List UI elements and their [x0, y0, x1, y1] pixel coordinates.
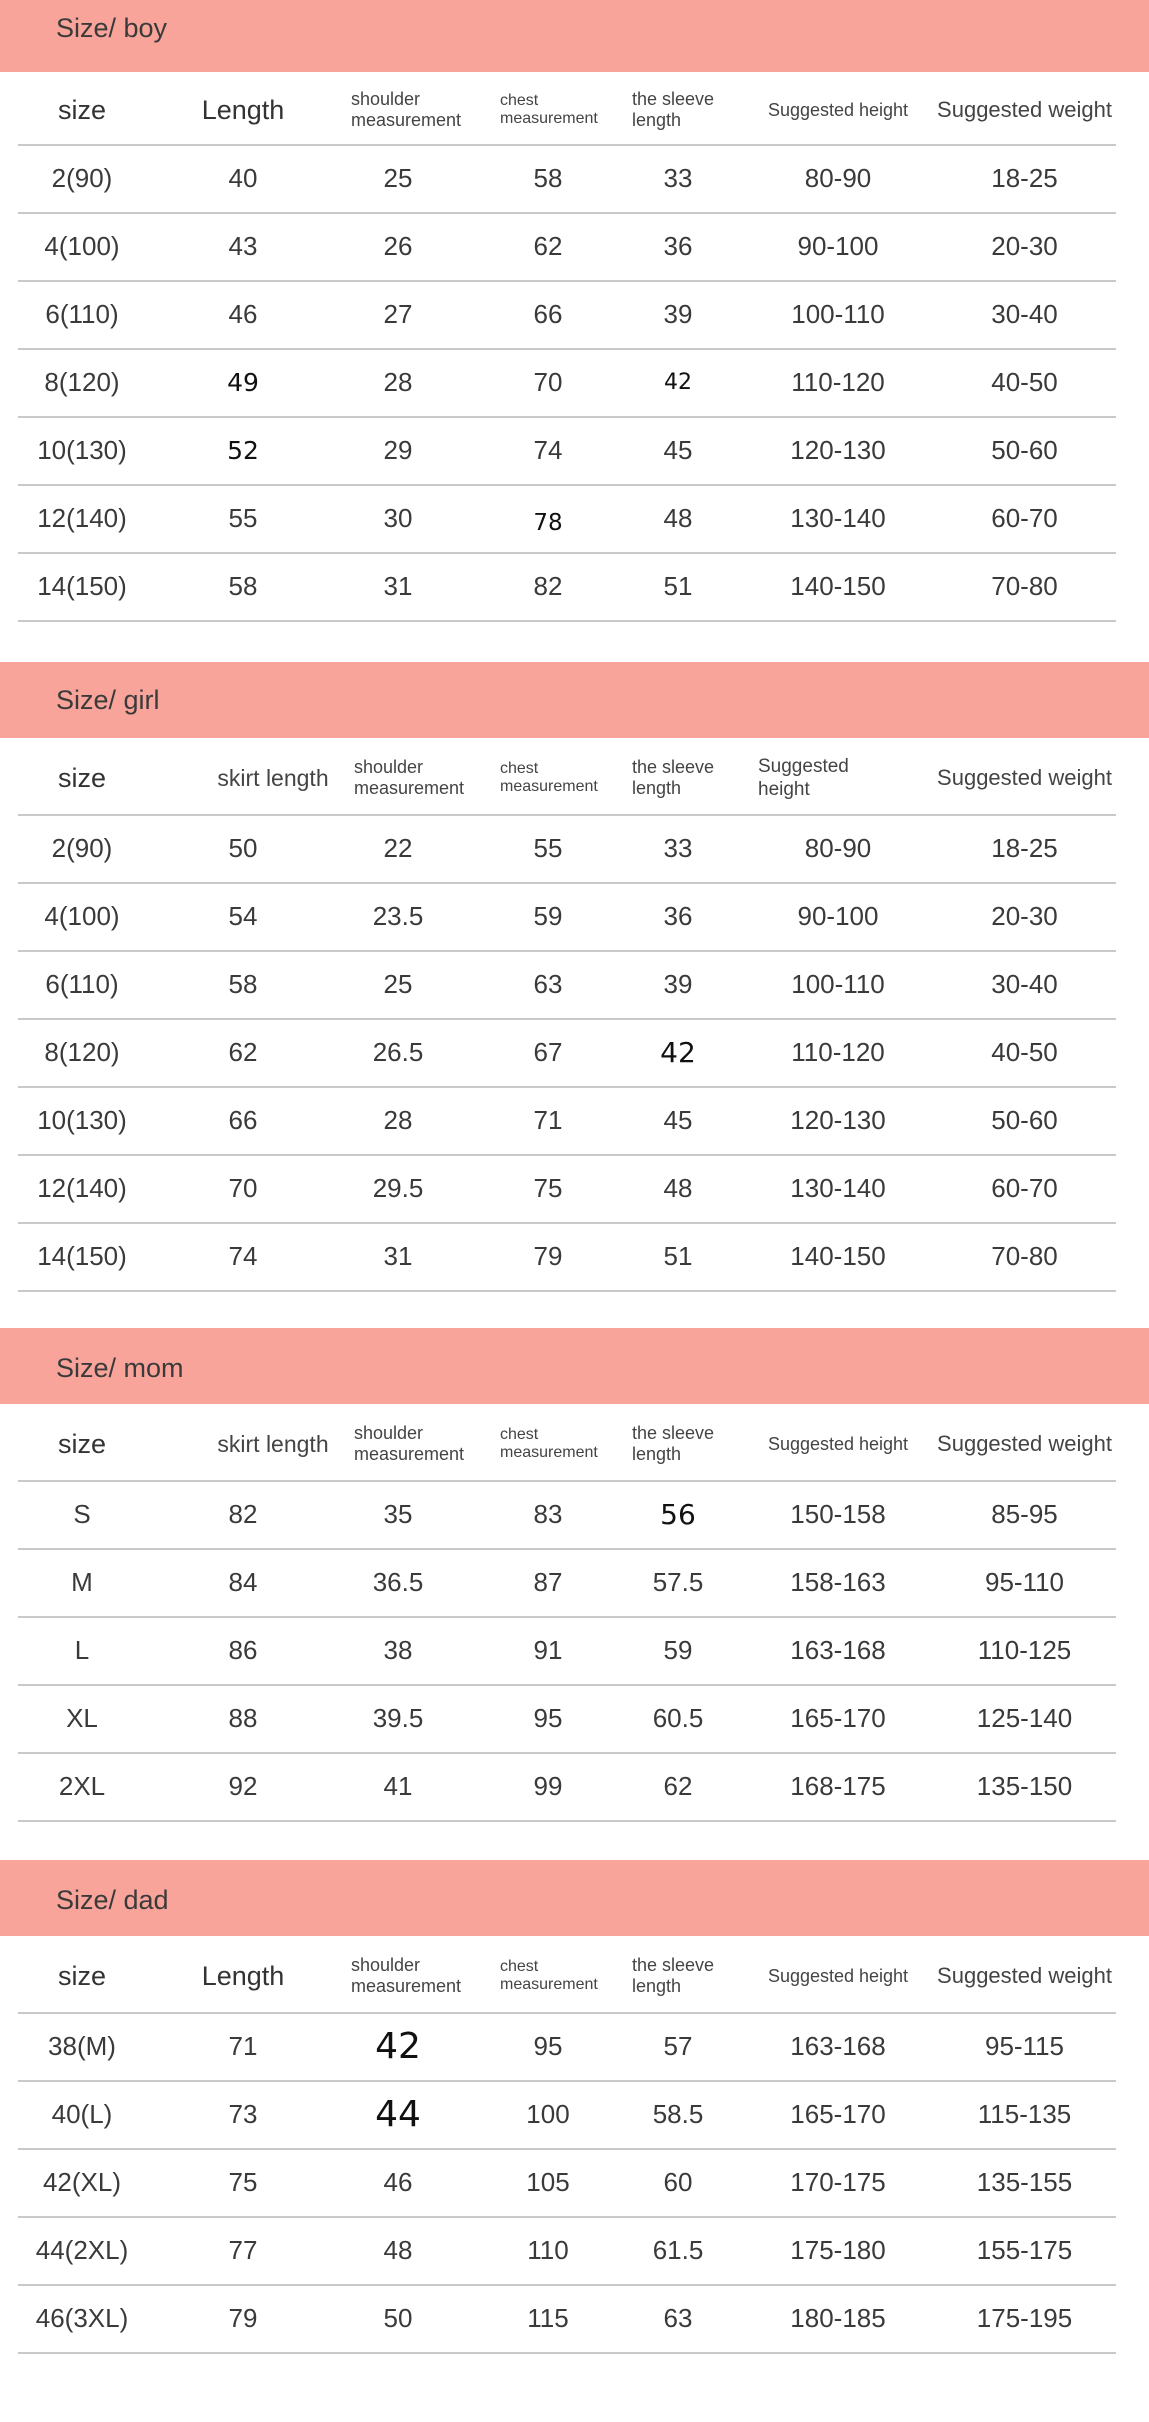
cell-length: 82: [228, 1498, 258, 1529]
table-row: [18, 1018, 1116, 1088]
cell-length: 75: [228, 2166, 258, 2197]
table-row: [18, 2080, 1116, 2150]
cell-chest: 75: [533, 1172, 563, 1203]
table-row: [18, 416, 1116, 486]
header-length: skirt length: [217, 764, 329, 791]
cell-shoulder: 28: [383, 1104, 413, 1135]
cell-weight: 70-80: [991, 570, 1058, 601]
cell-chest: 58: [533, 162, 563, 193]
cell-sleeve: 42: [660, 1035, 696, 1069]
cell-height: 80-90: [804, 832, 872, 863]
cell-sleeve: 48: [663, 502, 693, 533]
cell-size: 4(100): [44, 900, 120, 931]
cell-weight: 135-150: [976, 1770, 1073, 1801]
cell-shoulder: 39.5: [372, 1702, 424, 1733]
table-row: [18, 882, 1116, 952]
cell-height: 100-110: [791, 968, 885, 999]
cell-shoulder: 41: [383, 1770, 413, 1801]
cell-chest: 83: [533, 1498, 563, 1529]
table-row: [18, 552, 1116, 622]
cell-shoulder: 36.5: [372, 1566, 424, 1597]
cell-sleeve: 39: [663, 968, 693, 999]
cell-sleeve: 62: [663, 1770, 693, 1801]
cell-size: XL: [66, 1702, 98, 1733]
cell-sleeve: 57: [663, 2030, 693, 2061]
cell-height: 150-158: [790, 1498, 886, 1529]
cell-length: 58: [228, 570, 258, 601]
cell-sleeve: 36: [663, 230, 693, 261]
cell-weight: 20-30: [991, 230, 1058, 261]
cell-weight: 40-50: [991, 366, 1058, 397]
cell-size: M: [71, 1566, 93, 1597]
cell-chest: 91: [533, 1634, 563, 1665]
cell-shoulder: 38: [383, 1634, 413, 1665]
table-row: [18, 950, 1116, 1020]
cell-length: 55: [228, 502, 258, 533]
cell-shoulder: 28: [383, 366, 413, 397]
table-header-row: [18, 76, 1116, 146]
cell-size: 42(XL): [42, 2166, 122, 2197]
cell-height: 180-185: [790, 2302, 886, 2333]
cell-size: 14(150): [37, 570, 127, 601]
header-size: size: [57, 1960, 106, 1991]
cell-size: 44(2XL): [35, 2234, 129, 2265]
cell-length: 49: [227, 367, 259, 397]
cell-weight: 30-40: [991, 968, 1058, 999]
cell-chest: 62: [533, 230, 563, 261]
cell-height: 130-140: [790, 1172, 886, 1203]
cell-height: 80-90: [804, 162, 872, 193]
cell-chest: 95: [533, 1702, 563, 1733]
cell-length: 77: [228, 2234, 258, 2265]
cell-size: 14(150): [37, 1240, 127, 1271]
cell-height: 100-110: [791, 298, 885, 329]
cell-size: 8(120): [44, 366, 120, 397]
cell-length: 86: [228, 1634, 258, 1665]
cell-length: 46: [228, 298, 258, 329]
cell-height: 140-150: [790, 570, 886, 601]
header-shoulder: shoulder measurement: [351, 89, 462, 130]
table-header-row: [18, 1940, 1116, 2014]
cell-height: 120-130: [790, 434, 886, 465]
cell-height: 165-170: [790, 1702, 886, 1733]
header-sleeve: the sleeve length: [632, 89, 715, 130]
cell-weight: 50-60: [991, 1104, 1058, 1135]
cell-chest: 115: [527, 2302, 569, 2333]
header-height: Suggested height: [767, 99, 909, 120]
table-row: [18, 1548, 1116, 1618]
cell-size: 12(140): [37, 502, 127, 533]
cell-sleeve: 56: [660, 1497, 696, 1531]
cell-shoulder: 31: [383, 1240, 413, 1271]
cell-chest: 70: [533, 366, 563, 397]
table-row: [18, 1222, 1116, 1292]
section-title: Size/ girl: [56, 685, 160, 715]
cell-chest: 95: [533, 2030, 563, 2061]
cell-chest: 78: [533, 510, 563, 536]
cell-length: 92: [228, 1770, 258, 1801]
cell-length: 71: [228, 2030, 258, 2061]
cell-sleeve: 33: [663, 162, 693, 193]
cell-sleeve: 45: [663, 434, 693, 465]
cell-sleeve: 42: [664, 369, 692, 395]
cell-height: 158-163: [790, 1566, 886, 1597]
cell-chest: 110: [527, 2234, 569, 2265]
cell-weight: 110-125: [977, 1634, 1072, 1665]
cell-shoulder: 31: [383, 570, 413, 601]
cell-chest: 55: [533, 832, 563, 863]
cell-length: 73: [228, 2098, 258, 2129]
cell-weight: 30-40: [991, 298, 1058, 329]
section-title: Size/ boy: [56, 13, 168, 43]
cell-weight: 18-25: [991, 832, 1058, 863]
header-shoulder: shoulder measurement: [354, 1423, 465, 1464]
cell-shoulder: 25: [383, 968, 413, 999]
cell-length: 66: [228, 1104, 258, 1135]
cell-shoulder: 29.5: [372, 1172, 424, 1203]
cell-weight: 20-30: [991, 900, 1058, 931]
table-row: [18, 2284, 1116, 2354]
cell-shoulder: 25: [383, 162, 413, 193]
cell-weight: 50-60: [991, 434, 1058, 465]
cell-size: 8(120): [44, 1036, 120, 1067]
cell-size: 40(L): [51, 2098, 113, 2129]
cell-chest: 100: [526, 2098, 570, 2129]
table-row: [18, 348, 1116, 418]
cell-length: 79: [228, 2302, 258, 2333]
cell-height: 110-120: [791, 366, 885, 397]
cell-chest: 59: [533, 900, 563, 931]
header-size: size: [57, 1428, 106, 1459]
cell-shoulder: 44: [375, 2093, 421, 2135]
cell-sleeve: 58.5: [652, 2098, 704, 2129]
cell-sleeve: 59: [663, 1634, 693, 1665]
cell-sleeve: 51: [663, 570, 693, 601]
cell-height: 163-168: [790, 1634, 886, 1665]
header-size: size: [57, 762, 106, 793]
cell-weight: 95-115: [984, 2030, 1065, 2061]
cell-length: 43: [228, 230, 258, 261]
cell-size: 10(130): [37, 434, 127, 465]
cell-size: 12(140): [37, 1172, 127, 1203]
table-row: [18, 484, 1116, 554]
cell-weight: 155-175: [976, 2234, 1073, 2265]
cell-sleeve: 33: [663, 832, 693, 863]
cell-length: 58: [228, 968, 258, 999]
cell-sleeve: 51: [663, 1240, 693, 1271]
cell-chest: 66: [533, 298, 563, 329]
cell-weight: 60-70: [991, 502, 1058, 533]
header-weight: Suggested weight: [937, 765, 1112, 790]
cell-length: 70: [228, 1172, 258, 1203]
cell-length: 52: [227, 435, 259, 465]
cell-height: 130-140: [790, 502, 886, 533]
cell-length: 88: [228, 1702, 258, 1733]
cell-shoulder: 50: [383, 2302, 413, 2333]
cell-weight: 40-50: [991, 1036, 1058, 1067]
cell-sleeve: 45: [663, 1104, 693, 1135]
cell-height: 163-168: [790, 2030, 886, 2061]
cell-chest: 71: [533, 1104, 563, 1135]
cell-weight: 70-80: [991, 1240, 1058, 1271]
cell-length: 50: [228, 832, 258, 863]
cell-size: 10(130): [37, 1104, 127, 1135]
cell-height: 165-170: [790, 2098, 886, 2129]
cell-size: 2XL: [58, 1770, 106, 1801]
header-shoulder: shoulder measurement: [351, 1955, 462, 1996]
cell-height: 170-175: [790, 2166, 886, 2197]
header-shoulder: shoulder measurement: [354, 757, 465, 798]
section-banner: [0, 0, 1149, 72]
cell-length: 40: [228, 162, 258, 193]
cell-sleeve: 61.5: [652, 2234, 704, 2265]
cell-shoulder: 30: [383, 502, 413, 533]
cell-chest: 67: [533, 1036, 563, 1067]
header-height: Suggested height: [767, 1433, 909, 1454]
section-title: Size/ dad: [56, 1885, 169, 1915]
cell-shoulder: 46: [383, 2166, 413, 2197]
cell-length: 84: [228, 1566, 258, 1597]
section-title: Size/ mom: [56, 1353, 184, 1383]
cell-size: 38(M): [48, 2030, 116, 2061]
cell-chest: 74: [533, 434, 563, 465]
header-chest: chest measurement: [500, 1958, 598, 1993]
cell-size: L: [74, 1634, 90, 1665]
cell-height: 110-120: [791, 1036, 885, 1067]
cell-sleeve: 39: [663, 298, 693, 329]
cell-chest: 87: [533, 1566, 563, 1597]
cell-chest: 82: [533, 570, 563, 601]
cell-shoulder: 26.5: [372, 1036, 424, 1067]
cell-weight: 135-155: [976, 2166, 1073, 2197]
cell-height: 175-180: [790, 2234, 886, 2265]
cell-length: 54: [228, 900, 258, 931]
table-row: [18, 1752, 1116, 1822]
cell-chest: 79: [533, 1240, 563, 1271]
cell-size: S: [73, 1498, 91, 1529]
header-chest: chest measurement: [500, 92, 598, 127]
cell-height: 120-130: [790, 1104, 886, 1135]
cell-size: 6(110): [45, 968, 119, 999]
header-sleeve: the sleeve length: [632, 1955, 715, 1996]
header-sleeve: the sleeve length: [632, 1423, 715, 1464]
cell-length: 62: [228, 1036, 258, 1067]
cell-sleeve: 60: [663, 2166, 693, 2197]
header-size: size: [57, 94, 106, 125]
cell-weight: 60-70: [991, 1172, 1058, 1203]
cell-weight: 18-25: [991, 162, 1058, 193]
header-weight: Suggested weight: [937, 1963, 1112, 1988]
cell-shoulder: 27: [383, 298, 413, 329]
cell-shoulder: 26: [383, 230, 413, 261]
cell-shoulder: 29: [383, 434, 413, 465]
table-row: [18, 280, 1116, 350]
table-header-row: [18, 742, 1116, 816]
cell-shoulder: 48: [383, 2234, 413, 2265]
header-weight: Suggested weight: [937, 97, 1112, 122]
cell-sleeve: 60.5: [652, 1702, 704, 1733]
table-row: [18, 1616, 1116, 1686]
cell-size: 6(110): [45, 298, 119, 329]
table-row: [18, 814, 1116, 884]
section-banner: [0, 662, 1149, 738]
cell-weight: 125-140: [976, 1702, 1073, 1733]
table-row: [18, 1684, 1116, 1754]
header-length: skirt length: [217, 1430, 329, 1457]
cell-chest: 105: [526, 2166, 570, 2197]
table-row: [18, 1480, 1116, 1550]
table-row: [18, 2012, 1116, 2082]
header-chest: chest measurement: [500, 1426, 598, 1461]
table-row: [18, 212, 1116, 282]
cell-height: 90-100: [797, 900, 879, 931]
cell-height: 90-100: [797, 230, 879, 261]
header-length: Length: [201, 1960, 285, 1991]
header-height: Suggested height: [767, 1965, 909, 1986]
table-row: [18, 2148, 1116, 2218]
header-chest: chest measurement: [500, 760, 598, 795]
cell-sleeve: 63: [663, 2302, 693, 2333]
cell-size: 4(100): [44, 230, 120, 261]
cell-weight: 85-95: [991, 1498, 1058, 1529]
cell-sleeve: 57.5: [652, 1566, 704, 1597]
cell-weight: 95-110: [984, 1566, 1065, 1597]
table-row: [18, 144, 1116, 214]
cell-weight: 175-195: [976, 2302, 1073, 2333]
cell-shoulder: 42: [375, 2025, 421, 2067]
cell-shoulder: 22: [383, 832, 413, 863]
cell-size: 2(90): [51, 162, 113, 193]
section-banner: [0, 1860, 1149, 1936]
cell-sleeve: 48: [663, 1172, 693, 1203]
cell-length: 74: [228, 1240, 258, 1271]
header-sleeve: the sleeve length: [632, 757, 715, 798]
cell-chest: 63: [533, 968, 563, 999]
cell-size: 2(90): [51, 832, 113, 863]
cell-height: 140-150: [790, 1240, 886, 1271]
cell-size: 46(3XL): [35, 2302, 129, 2333]
cell-height: 168-175: [790, 1770, 886, 1801]
cell-shoulder: 35: [383, 1498, 413, 1529]
header-length: Length: [201, 94, 285, 125]
cell-shoulder: 23.5: [372, 900, 424, 931]
table-row: [18, 1086, 1116, 1156]
cell-chest: 99: [533, 1770, 563, 1801]
cell-sleeve: 36: [663, 900, 693, 931]
header-height: Suggested height: [758, 756, 849, 800]
table-row: [18, 2216, 1116, 2286]
header-weight: Suggested weight: [937, 1431, 1112, 1456]
table-header-row: [18, 1408, 1116, 1482]
cell-weight: 115-135: [977, 2098, 1072, 2129]
table-row: [18, 1154, 1116, 1224]
